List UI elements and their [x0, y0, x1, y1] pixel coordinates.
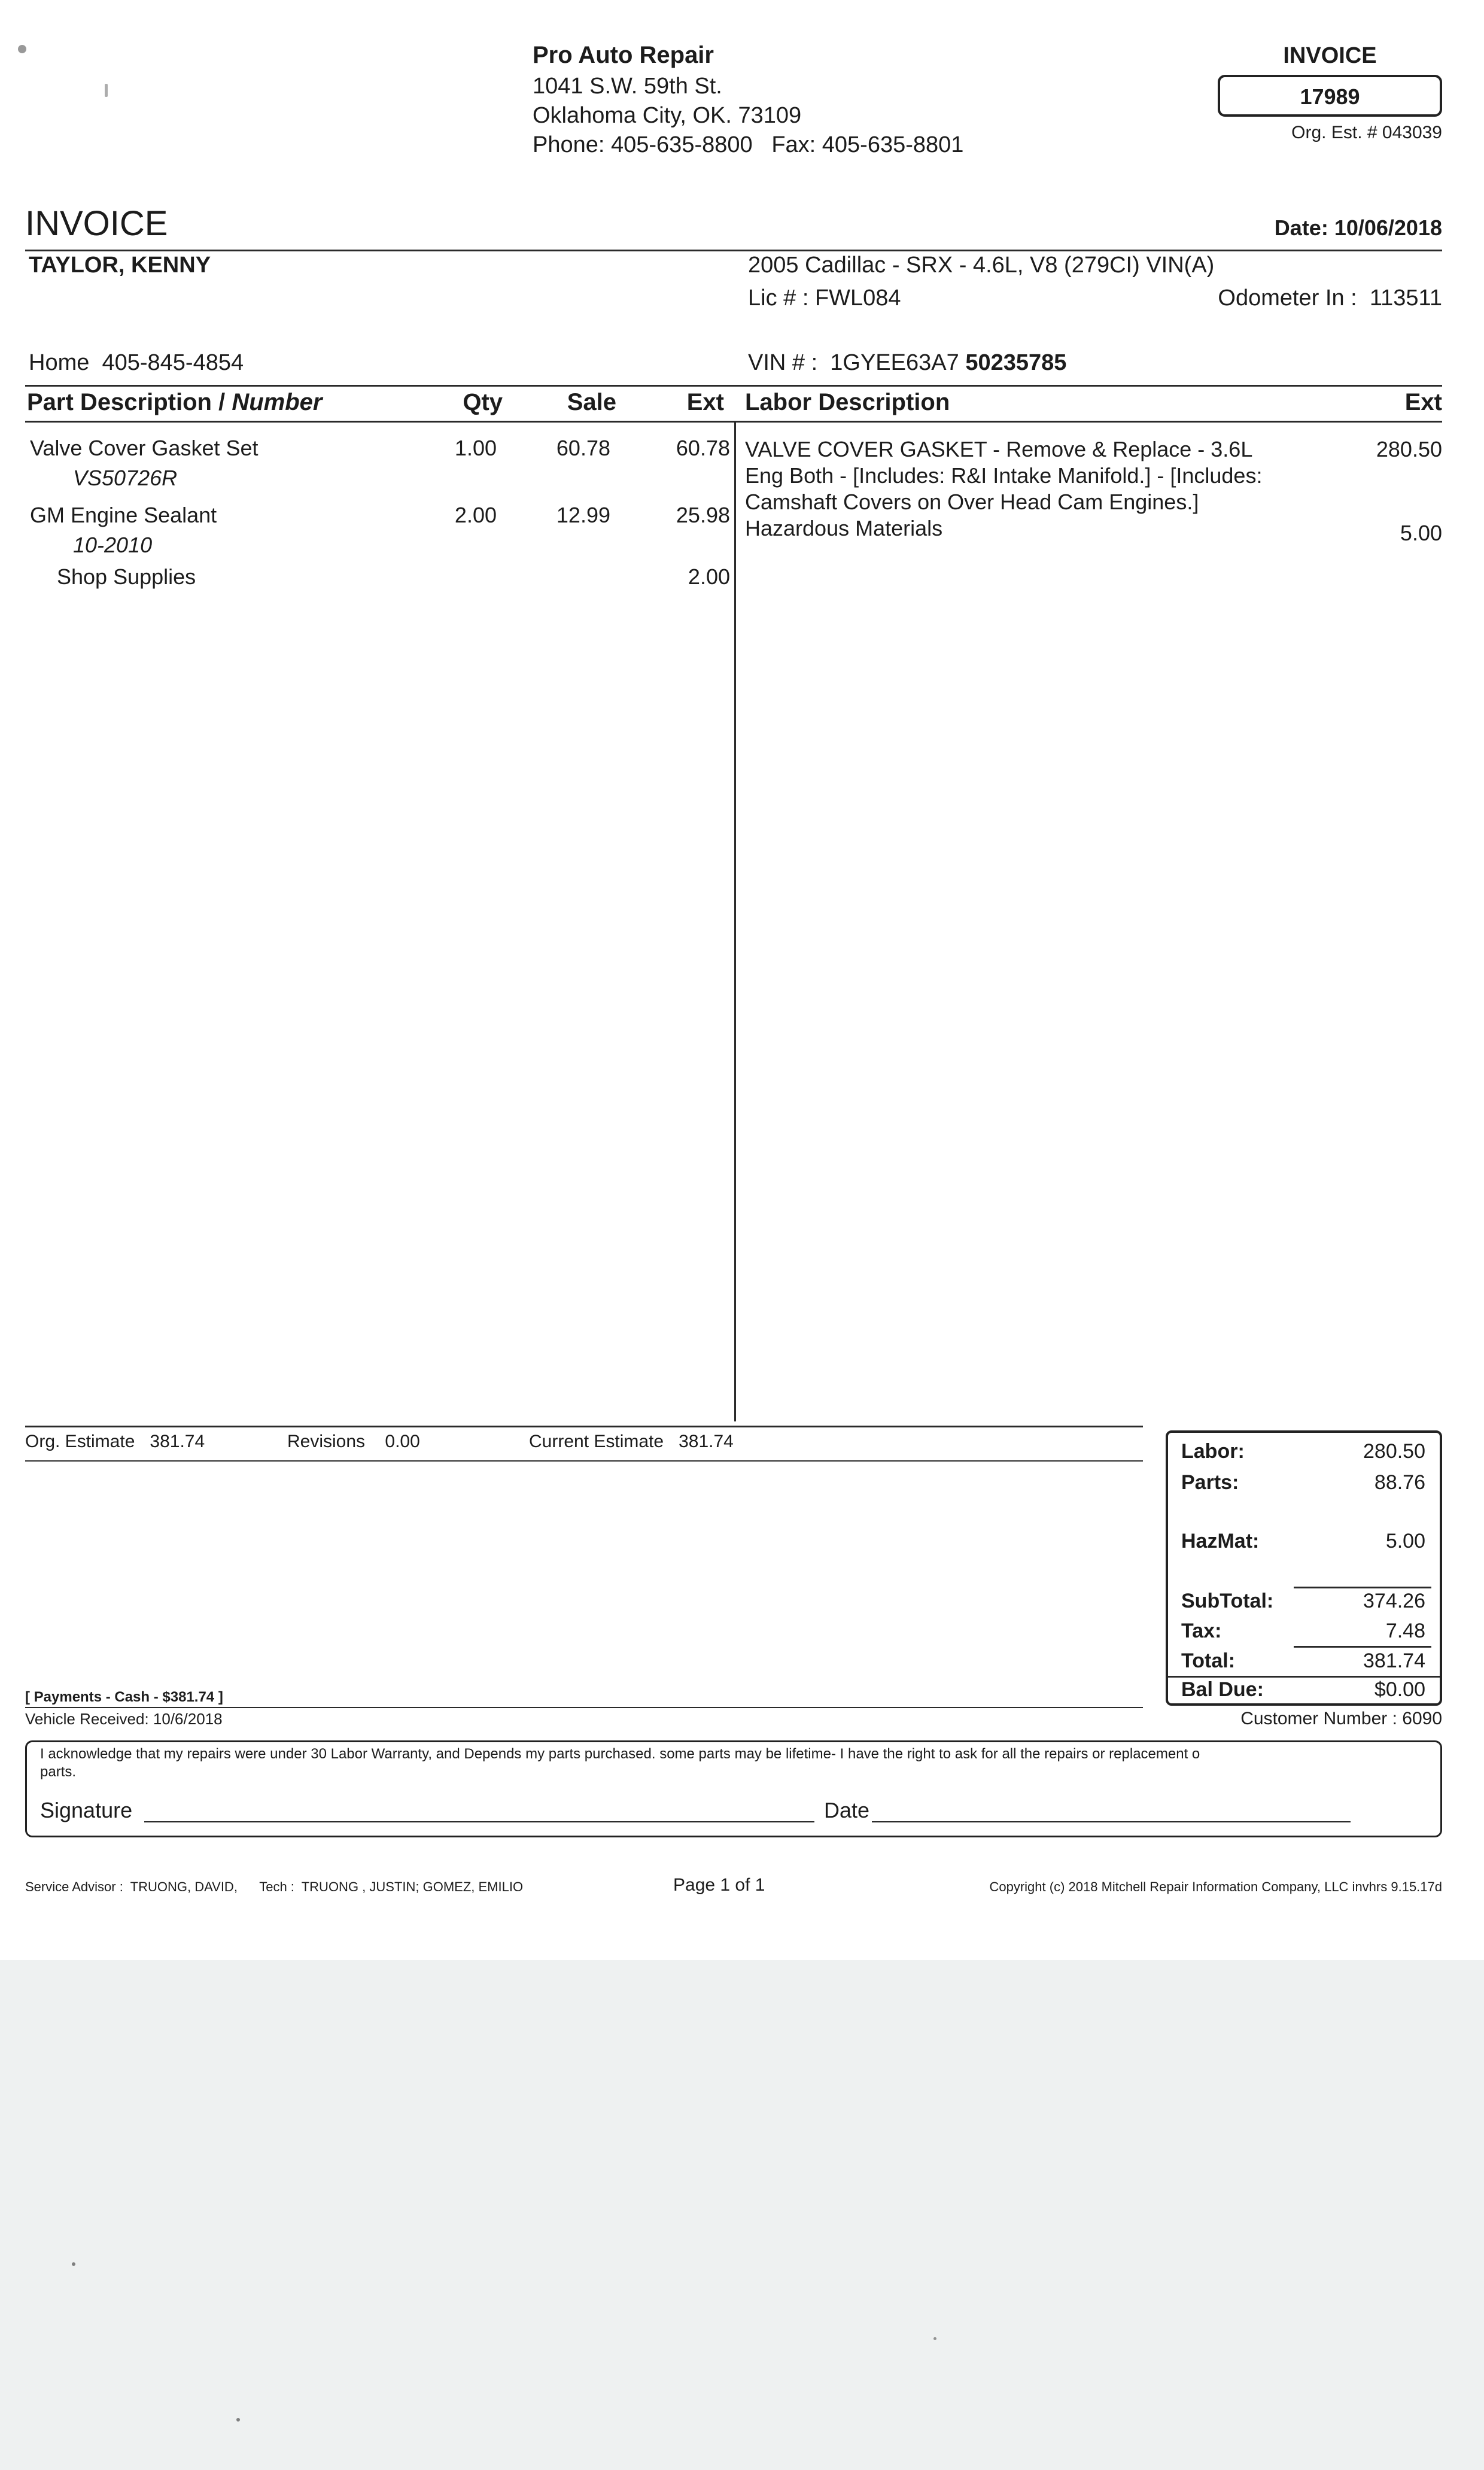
customer-name: TAYLOR, KENNY — [29, 253, 211, 278]
part-number: 10-2010 — [73, 533, 153, 557]
part-desc: Shop Supplies — [57, 564, 196, 589]
payments-note: [ Payments - Cash - $381.74 ] — [25, 1689, 223, 1705]
baldue-rule — [1168, 1676, 1440, 1678]
signature-label: Signature — [40, 1798, 133, 1822]
labor-desc-line: VALVE COVER GASKET - Remove & Replace - 3.6L — [745, 437, 1253, 461]
scan-speck — [236, 2418, 240, 2422]
subtotal-rule — [1294, 1587, 1431, 1588]
page-title: INVOICE — [25, 204, 168, 243]
part-number-header: Number — [232, 389, 323, 415]
tax-value: 7.48 — [1385, 1620, 1425, 1642]
estimate-top-line — [25, 1426, 1143, 1427]
labor-description-header: Labor Description — [745, 389, 950, 415]
part-header-slash: / — [218, 389, 226, 415]
acknowledgement-box — [25, 1740, 1442, 1837]
current-estimate — [529, 1432, 734, 1452]
labor-desc-line: Camshaft Covers on Over Head Cam Engines.] — [745, 490, 1199, 514]
labor-total-label: Labor: — [1181, 1440, 1245, 1463]
org-estimate-value: 381.74 — [150, 1432, 205, 1451]
invoice-number: 17989 — [1300, 84, 1360, 109]
customer-phone: Home 405-845-4854 — [29, 350, 244, 375]
payments-line — [25, 1707, 1143, 1708]
vehicle-received: Vehicle Received: 10/6/2018 — [25, 1710, 223, 1728]
total-value: 381.74 — [1363, 1649, 1425, 1672]
total-label: Total: — [1181, 1649, 1236, 1672]
revisions-value: 0.00 — [385, 1432, 420, 1451]
part-desc: Valve Cover Gasket Set — [30, 436, 259, 460]
invoice-header-label: INVOICE — [1283, 43, 1377, 68]
baldue-label: Bal Due: — [1181, 1678, 1264, 1701]
labor-total: 280.50 — [1363, 1440, 1425, 1463]
license-plate: Lic # : FWL084 — [748, 285, 901, 311]
shop-address: 1041 S.W. 59th St. — [533, 74, 722, 99]
revisions-label: Revisions — [287, 1432, 366, 1451]
shop-city: Oklahoma City, OK. 73109 — [533, 103, 802, 128]
invoice-date: Date: 10/06/2018 — [1274, 215, 1442, 240]
columns-top-line — [25, 385, 1442, 387]
labor-desc-line: Eng Both - [Includes: R&I Intake Manifold.] - [Includes: — [745, 463, 1263, 488]
baldue-value: $0.00 — [1374, 1678, 1425, 1701]
part-description-header — [27, 389, 322, 416]
part-qty: 2.00 — [454, 503, 497, 527]
part-desc: GM Engine Sealant — [30, 503, 217, 527]
subtotal-value: 374.26 — [1363, 1590, 1425, 1612]
signature-line[interactable] — [144, 1821, 814, 1822]
part-description-header-label: Part Description — [27, 389, 212, 415]
service-advisor: Service Advisor : TRUONG, DAVID, Tech : TRUONG , JUSTIN; GOMEZ, EMILIO — [25, 1879, 524, 1894]
totals-box — [1166, 1430, 1442, 1706]
scan-speck — [933, 2337, 936, 2340]
part-ext: 60.78 — [676, 436, 730, 460]
page-number: Page 1 of 1 — [673, 1875, 765, 1895]
acknowledgement-line: I acknowledge that my repairs were under 30 Labor Warranty, and Depends my parts purchased. some parts may be lifetime- I have the right to ask for all the repairs or replacement o — [40, 1746, 1200, 1762]
labor-desc-line: Hazardous Materials — [745, 516, 943, 540]
vin-prefix: VIN # : 1GYEE63A7 — [748, 350, 959, 375]
parts-labor-divider — [734, 422, 736, 1421]
scan-speck — [18, 45, 26, 53]
copyright: Copyright (c) 2018 Mitchell Repair Information Company, LLC invhrs 9.15.17d — [989, 1879, 1442, 1894]
vin-suffix: 50235785 — [965, 350, 1067, 375]
date-label: Date — [824, 1798, 870, 1822]
org-estimate-label: Org. Estimate — [25, 1432, 135, 1451]
estimate-bottom-line — [25, 1460, 1143, 1462]
subtotal-label: SubTotal: — [1181, 1590, 1274, 1612]
customer-number: Customer Number : 6090 — [1240, 1709, 1442, 1728]
revisions — [287, 1432, 420, 1452]
tax-label: Tax: — [1181, 1620, 1222, 1642]
hazmat-total: 5.00 — [1385, 1530, 1425, 1553]
scan-speck — [72, 2262, 75, 2266]
current-estimate-label: Current Estimate — [529, 1432, 664, 1451]
acknowledgement-line: parts. — [40, 1764, 77, 1780]
qty-header: Qty — [463, 389, 503, 415]
part-qty: 1.00 — [454, 436, 497, 460]
columns-bottom-line — [25, 421, 1442, 423]
header-divider — [25, 250, 1442, 251]
vin-number — [748, 350, 1066, 376]
parts-total: 88.76 — [1374, 1471, 1425, 1494]
shop-name: Pro Auto Repair — [533, 42, 714, 68]
org-est-number: Org. Est. # 043039 — [1291, 123, 1442, 142]
vehicle-description: 2005 Cadillac - SRX - 4.6L, V8 (279CI) VIN(A) — [748, 253, 1215, 278]
odometer-in: Odometer In : 113511 — [1218, 285, 1442, 311]
sale-header: Sale — [567, 389, 616, 415]
parts-ext-header: Ext — [686, 389, 724, 415]
part-ext: 25.98 — [676, 503, 730, 527]
labor-ext: 5.00 — [1400, 521, 1442, 545]
labor-ext-header: Ext — [1404, 389, 1442, 415]
current-estimate-value: 381.74 — [679, 1432, 734, 1451]
org-estimate — [25, 1432, 205, 1452]
labor-ext: 280.50 — [1376, 437, 1442, 461]
invoice-number-box — [1218, 75, 1442, 117]
shop-phone-fax: Phone: 405-635-8800 Fax: 405-635-8801 — [533, 132, 964, 157]
parts-total-label: Parts: — [1181, 1471, 1239, 1494]
scan-background — [0, 1960, 1484, 2470]
scan-speck — [105, 84, 108, 97]
part-sale: 60.78 — [556, 436, 610, 460]
date-line[interactable] — [872, 1821, 1351, 1822]
part-ext: 2.00 — [688, 564, 730, 589]
hazmat-total-label: HazMat: — [1181, 1530, 1260, 1553]
total-rule — [1294, 1646, 1431, 1648]
part-number: VS50726R — [73, 466, 178, 490]
part-sale: 12.99 — [556, 503, 610, 527]
